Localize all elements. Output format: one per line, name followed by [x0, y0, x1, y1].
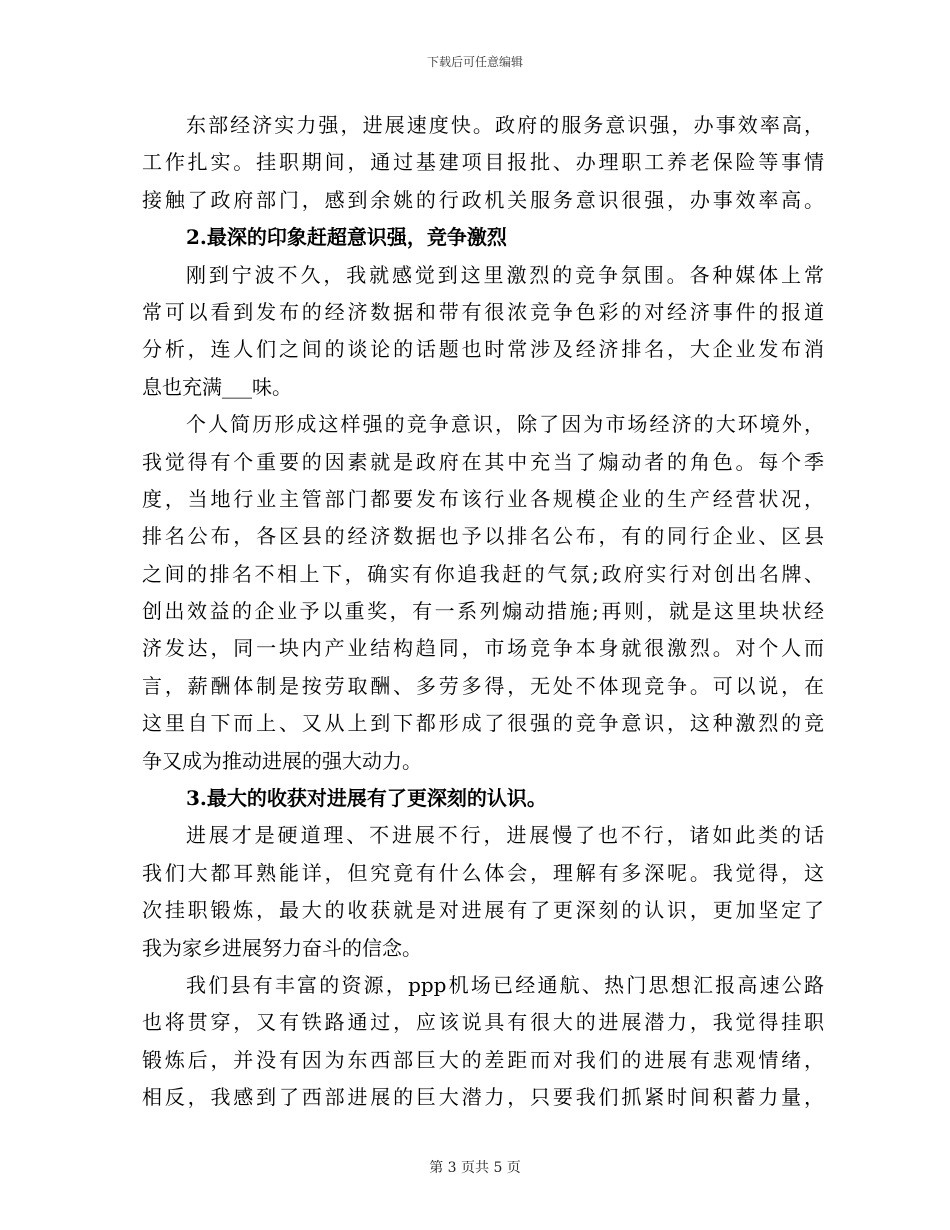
section-heading: 2.最深的印象赶超意识强，竞争激烈	[186, 225, 507, 250]
paragraph-line: 之间的排名不相上下，确实有你追我赶的气氛;政府实行对创出名牌、	[142, 561, 824, 586]
paragraph-line: 个人简历形成这样强的竞争意识，除了因为市场经济的大环境外，	[186, 412, 824, 437]
paragraph-line: 我们县有丰富的资源，ppp机场已经通航、热门思想汇报高速公路	[186, 972, 824, 997]
paragraph-line: 进展才是硬道理、不进展不行，进展慢了也不行，诸如此类的话	[186, 823, 824, 848]
paragraph-line: 我为家乡进展努力奋斗的信念。	[142, 935, 422, 960]
paragraph-line: 排名公布，各区县的经济数据也予以排名公布，有的同行企业、区县	[142, 524, 824, 549]
paragraph-line: 东部经济实力强，进展速度快。政府的服务意识强，办事效率高，	[186, 113, 824, 137]
paragraph-line: 接触了政府部门，感到余姚的行政机关服务意识很强，办事效率高。	[142, 187, 824, 212]
paragraph-line: 创出效益的企业予以重奖，有一系列煽动措施;再则，就是这里块状经	[142, 599, 824, 624]
paragraph-line: 度，当地行业主管部门都要发布该行业各规模企业的生产经营状况，	[142, 486, 824, 511]
paragraph-line: 工作扎实。挂职期间，通过基建项目报批、办理职工养老保险等事情	[142, 150, 824, 175]
paragraph-line: 我们大都耳熟能详，但究竟有什么体会，理解有多深呢。我觉得，这	[142, 860, 824, 885]
paragraph-line: 争又成为推动进展的强大动力。	[142, 748, 422, 773]
paragraph-line: 济发达，同一块内产业结构趋同，市场竞争本身就很激烈。对个人而	[142, 636, 824, 661]
paragraph-line: 也将贯穿，又有铁路通过，应该说具有很大的进展潜力，我觉得挂职	[142, 1010, 824, 1035]
section-heading: 3.最大的收获对进展有了更深刻的认识。	[186, 786, 547, 811]
document-body	[142, 107, 824, 1117]
paragraph-line: 次挂职锻炼，最大的收获就是对进展有了更深刻的认识，更加坚定了	[142, 898, 824, 923]
paragraph-line: 息也充满___味。	[142, 374, 292, 399]
paragraph-line: 我觉得有个重要的因素就是政府在其中充当了煽动者的角色。每个季	[142, 449, 824, 474]
paragraph-line: 相反，我感到了西部进展的巨大潜力，只要我们抓紧时间积蓄力量，	[142, 1085, 824, 1110]
page-header: 下载后可任意编辑	[426, 55, 523, 69]
paragraph-line: 锻炼后，并没有因为东西部巨大的差距而对我们的进展有悲观情绪，	[142, 1047, 824, 1072]
paragraph-line: 刚到宁波不久，我就感觉到这里激烈的竞争氛围。各种媒体上常	[186, 262, 824, 287]
paragraph-line: 言，薪酬体制是按劳取酬、多劳多得，无处不体现竞争。可以说，在	[142, 673, 824, 698]
paragraph-line: 这里自下而上、又从上到下都形成了很强的竞争意识，这种激烈的竞	[142, 711, 824, 736]
paragraph-line: 分析，连人们之间的谈论的话题也时常涉及经济排名，大企业发布消	[142, 337, 824, 362]
page-footer: 第 3 页共 5 页	[429, 1160, 521, 1176]
paragraph-line: 常可以看到发布的经济数据和带有很浓竞争色彩的对经济事件的报道	[142, 299, 824, 324]
